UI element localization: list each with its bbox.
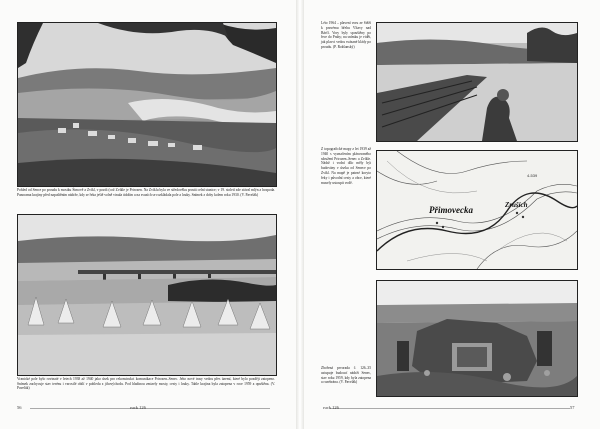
photo2-caption: Vranické pole bylo rovinaté v letech 1938 až 1940 jako úsek pro rekonstrukci komunikace Prirozen–Senec. Jeho nové trasy vedou přes území, které bylo později zatopeno. Snímek zachycuje stav terénu i vzrostlé obilí v pohledu z jihovýchodu. Pod hladinou zmizely mosty, cesty i louky. Tahle krajina byla zatopena v roce 1959 a opuštěna. (V. Pavelák)	[17, 377, 275, 391]
left-footer-title: ruck 126	[130, 405, 146, 410]
photo-raft-river	[376, 22, 578, 142]
photo-ruins	[376, 280, 578, 397]
map-label-secondary: Zruších	[505, 201, 528, 209]
map-label-elevation: 4-539	[527, 173, 538, 178]
photo1-caption: Pohled od Sence po proudu k mostku Šimově a Zvíkl, v pozdi (což Zvíkle je Prirozen. Na Zvíklu byla ve středověku prostá celní stanice; v 19. století zde stával mlýn a hospoda. Panorama krajiny před napuštěním nádrže, kdy se řeka ještě volně vinula údolím a na svazích se rozkládala pole a louky. Snímek z doby kolem roku 1930. (V. Pavelák)	[17, 188, 275, 197]
map-caption: Z topografické mapy z let 1939 až 1940 s vyznačením plánovaného sdružení Prirozen–Senec a Zvíkle. Nádrž i vodní dílo měly být budovány v úseku od Senece po Zvíkl. Na mapě je patrné koryto řeky i původní cesty a obce, které musely ustoupit vodě.	[321, 147, 371, 185]
photo-field-haystacks	[17, 214, 277, 376]
map-label-primary: Přimovecka	[429, 205, 473, 215]
topographic-map	[376, 150, 578, 270]
photo-river-panorama	[17, 22, 277, 187]
photo4-caption: Zbořená prvorada č. 126–35 ustupuje budoucí nádrži Senec, stav roku 1959, kdy byla zatopena a rozebrána. (V. Pavelák)	[321, 366, 371, 385]
photo3-caption: Léto 1964 – plavení voru ze Stěží k pravému břehu Vltavy nad Bárčí. Vory byly spouštěny po řece do Prahy; na snímku je vidět, jak plavci vedou svázané klády po proudu. (P. Rokšanský)	[321, 21, 371, 49]
book-gutter	[296, 0, 304, 429]
left-page-number: 56	[17, 405, 22, 410]
left-footer-rule	[30, 408, 270, 409]
right-page-number: 57	[570, 405, 575, 410]
right-footer-title: ruck 126	[323, 405, 339, 410]
right-footer-rule	[330, 408, 570, 409]
